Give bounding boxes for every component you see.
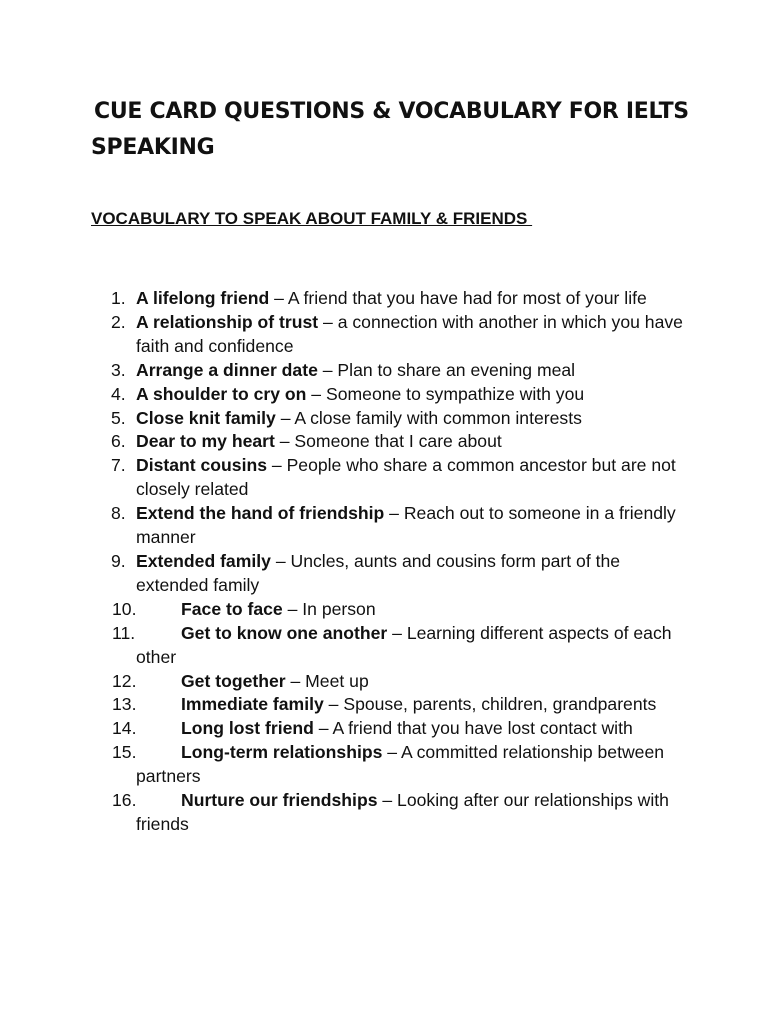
item-number: 7. — [111, 455, 126, 476]
list-item — [0, 407, 696, 431]
item-number: 6. — [111, 431, 126, 452]
item-number: 14. — [112, 718, 137, 739]
vocab-term: Immediate family — [181, 694, 324, 715]
separator: – — [282, 598, 303, 619]
list-item — [0, 622, 696, 670]
list-item — [0, 789, 696, 837]
separator: – — [275, 407, 295, 428]
vocab-term: A relationship of trust — [136, 311, 319, 332]
item-number: 15. — [112, 742, 137, 763]
separator: – — [384, 503, 404, 524]
list-item — [0, 454, 696, 502]
vocab-term: Nurture our friendships — [181, 790, 378, 811]
vocab-definition: Meet up — [305, 670, 369, 691]
vocab-term: Dear to my heart — [136, 431, 275, 452]
vocabulary-list — [0, 287, 768, 837]
vocab-term: A lifelong friend — [136, 288, 270, 308]
list-item — [0, 598, 696, 622]
vocab-term: A shoulder to cry on — [136, 383, 307, 404]
vocab-term: Distant cousins — [136, 455, 267, 476]
vocab-term: Close knit family — [136, 407, 276, 428]
item-number: 16. — [112, 790, 137, 811]
vocab-definition: A friend that you have lost contact with — [332, 718, 633, 739]
vocab-term: Extended family — [136, 550, 271, 571]
vocab-definition: Spouse, parents, children, grandparents — [343, 694, 657, 715]
vocab-definition: Learning different aspects of each other — [136, 622, 672, 667]
separator: – — [323, 694, 344, 715]
separator: – — [313, 718, 333, 739]
separator: – — [382, 742, 401, 763]
vocab-term: Extend the hand of friendship — [136, 503, 385, 524]
document-title-line-2: SPEAKING — [91, 135, 215, 160]
vocab-definition: People who share a common ancestor but are not closely related — [136, 455, 676, 500]
separator: – — [318, 311, 338, 332]
vocab-definition: a connection with another in which you have faith and confidence — [136, 311, 683, 356]
vocab-definition: Reach out to someone in a friendly manner — [136, 503, 676, 548]
section-heading: VOCABULARY TO SPEAK ABOUT FAMILY & FRIENDS — [91, 209, 533, 228]
separator: – — [270, 550, 291, 571]
list-item — [0, 287, 696, 311]
list-item — [0, 670, 696, 694]
vocab-term: Face to face — [181, 598, 283, 619]
separator: – — [387, 622, 407, 643]
list-item — [0, 359, 696, 383]
vocab-definition: Someone that I care about — [294, 431, 502, 452]
item-number: 13. — [112, 694, 137, 715]
vocab-term: Get together — [181, 670, 286, 691]
item-number: 3. — [111, 359, 126, 380]
vocab-term: Arrange a dinner date — [136, 359, 318, 380]
item-number: 5. — [111, 407, 126, 428]
vocab-term: Long-term relationships — [181, 742, 383, 763]
separator: – — [269, 288, 288, 308]
vocab-definition: Looking after our relationships with friends — [136, 790, 669, 834]
item-number: 9. — [111, 550, 126, 571]
list-item — [0, 383, 696, 407]
item-number: 4. — [111, 383, 126, 404]
item-number: 11. — [112, 622, 136, 643]
item-number: 1. — [111, 288, 126, 308]
list-item — [0, 741, 696, 789]
separator: – — [377, 790, 398, 811]
vocab-definition: Someone to sympathize with you — [325, 383, 585, 404]
vocab-definition: Uncles, aunts and cousins form part of the extended family — [136, 550, 621, 595]
vocab-definition: In person — [302, 598, 376, 619]
vocab-term: Long lost friend — [181, 718, 314, 739]
separator: – — [285, 670, 306, 691]
vocab-term: Get to know one another — [181, 622, 388, 643]
vocab-definition: A committed relationship between partners — [136, 742, 665, 787]
item-number: 12. — [112, 670, 137, 691]
separator: – — [306, 383, 326, 404]
document-title — [91, 94, 731, 166]
separator: – — [317, 359, 338, 380]
item-number: 2. — [111, 311, 126, 332]
item-number: 10. — [112, 598, 137, 619]
vocab-definition: A friend that you have had for most of your life — [287, 288, 647, 308]
item-number: 8. — [111, 503, 126, 524]
document-title-line-1: CUE CARD QUESTIONS & VOCABULARY FOR IELTS — [94, 99, 689, 124]
list-item — [0, 502, 696, 550]
separator: – — [267, 455, 287, 476]
list-item — [0, 693, 696, 717]
list-item — [0, 550, 696, 598]
list-item — [0, 311, 696, 359]
list-item — [0, 430, 696, 454]
separator: – — [274, 431, 295, 452]
vocab-definition: Plan to share an evening meal — [337, 359, 576, 380]
list-item — [0, 717, 696, 741]
vocab-definition: A close family with common interests — [294, 407, 582, 428]
